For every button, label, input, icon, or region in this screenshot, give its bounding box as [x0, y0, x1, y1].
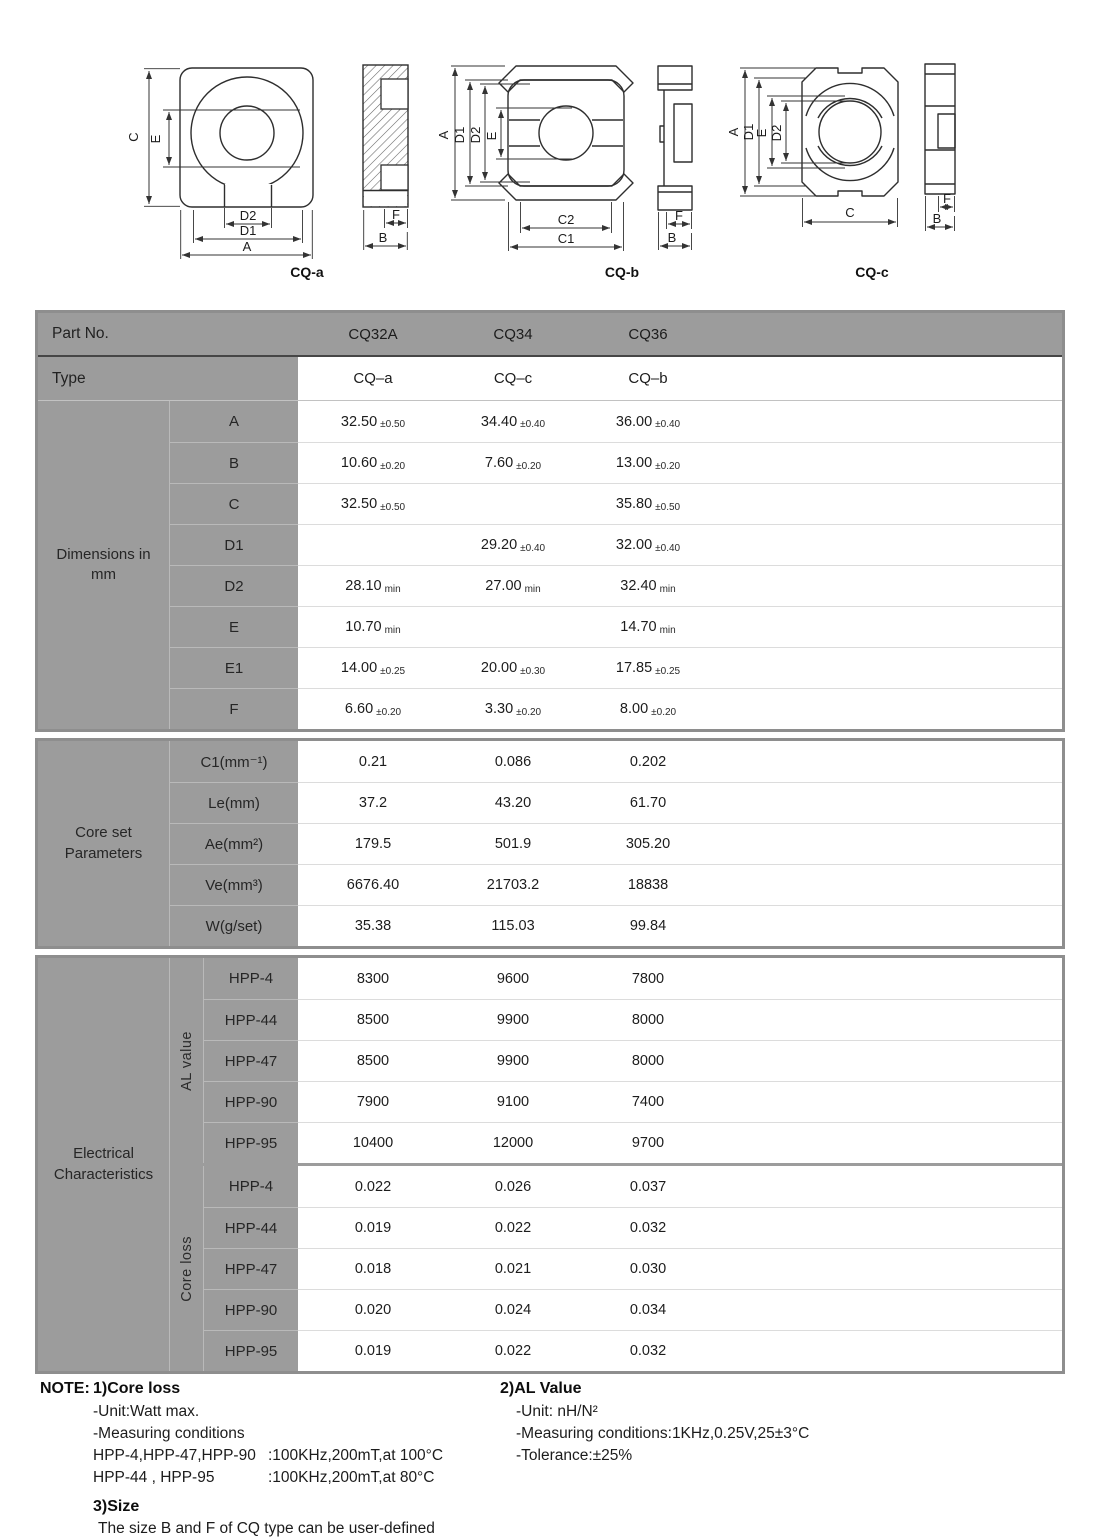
type-label: Type	[38, 357, 298, 400]
value-cell	[298, 524, 448, 565]
value-cell: 29.20 ±0.40	[448, 524, 578, 565]
value-cell: 0.019	[298, 1207, 448, 1248]
value-cell: 20.00 ±0.30	[448, 647, 578, 688]
value-cell: 18838	[578, 864, 718, 905]
note-condition-name: HPP-44 , HPP-95	[93, 1469, 215, 1486]
value-cell: 0.024	[448, 1289, 578, 1330]
core-loss-label: Core loss	[170, 1166, 203, 1371]
dim-label-d2: D2	[769, 124, 784, 142]
table-row	[170, 606, 1062, 647]
value-cell: 6.60 ±0.20	[298, 688, 448, 729]
value-cell: 0.030	[578, 1248, 718, 1289]
dimensions-table	[35, 310, 1065, 732]
table-row	[203, 1166, 1062, 1207]
dimensions-section	[38, 401, 1062, 729]
cq-b-side-view	[658, 66, 692, 250]
cq-a-side-view	[363, 65, 408, 250]
value-cell: 0.018	[298, 1248, 448, 1289]
dim-row-label: E1	[170, 647, 298, 688]
cq-c-side-view	[925, 64, 955, 231]
table-row	[170, 782, 1062, 823]
dim-label-d2: D2	[239, 208, 257, 223]
table-row	[203, 1207, 1062, 1248]
value-cell: 8500	[298, 999, 448, 1040]
core-row-label: Ve(mm³)	[170, 864, 298, 905]
dim-row-label: D2	[170, 565, 298, 606]
value-cell: 0.032	[578, 1207, 718, 1248]
type-value: CQ–a	[353, 370, 393, 387]
value-cell: 115.03	[448, 905, 578, 946]
note-line: -Measuring conditions:1KHz,0.25V,25±3°C	[516, 1425, 810, 1442]
value-cell: 99.84	[578, 905, 718, 946]
table-row	[203, 999, 1062, 1040]
value-cell: 0.034	[578, 1289, 718, 1330]
core-set-group-label: Core set Parameters	[38, 741, 170, 946]
dim-row-label: C	[170, 483, 298, 524]
dim-row-label: F	[170, 688, 298, 729]
type-row	[38, 357, 1062, 401]
material-label: HPP-47	[203, 1248, 298, 1289]
value-cell	[448, 483, 578, 524]
dim-label-c1: C1	[557, 231, 575, 246]
value-cell: 7900	[298, 1081, 448, 1122]
value-cell: 10400	[298, 1122, 448, 1163]
value-cell: 32.50 ±0.50	[298, 401, 448, 442]
dim-row-label: E	[170, 606, 298, 647]
value-cell: 9900	[448, 999, 578, 1040]
table-row	[203, 1330, 1062, 1371]
value-cell: 14.00 ±0.25	[298, 647, 448, 688]
value-cell: 12000	[448, 1122, 578, 1163]
dim-label-b: B	[667, 230, 677, 245]
table-row	[203, 1040, 1062, 1081]
value-cell: 0.032	[578, 1330, 718, 1371]
note-line: -Unit:Watt max.	[93, 1403, 200, 1420]
dim-label-d1: D1	[452, 126, 467, 144]
value-cell: 9900	[448, 1040, 578, 1081]
table-row	[203, 1289, 1062, 1330]
core-drawings-svg	[0, 0, 1100, 300]
note-line: -Tolerance:±25%	[516, 1447, 633, 1464]
part-no-row	[38, 313, 1062, 357]
note-label: NOTE:	[40, 1380, 90, 1397]
dim-label-b: B	[932, 211, 942, 226]
value-cell: 61.70	[578, 782, 718, 823]
part-no-label: Part No.	[52, 325, 109, 342]
table-row	[170, 401, 1062, 442]
value-cell: 8000	[578, 1040, 718, 1081]
caption-cq-b: CQ-b	[604, 264, 640, 280]
table-row	[170, 905, 1062, 946]
material-label: HPP-4	[203, 958, 298, 999]
value-cell: 8000	[578, 999, 718, 1040]
table-row	[170, 442, 1062, 483]
al-value-label: AL value	[170, 958, 203, 1163]
electrical-section	[38, 958, 1062, 1371]
dim-row-label: B	[170, 442, 298, 483]
dim-label-f: F	[392, 207, 400, 222]
dimensions-group-label: Dimensions in mm	[38, 401, 170, 729]
value-cell: 28.10 min	[298, 565, 448, 606]
cq-a-front-view	[126, 68, 313, 259]
part-number: CQ34	[493, 325, 533, 343]
value-cell: 43.20	[448, 782, 578, 823]
note-line: -Measuring conditions	[93, 1425, 245, 1442]
value-cell: 13.00 ±0.20	[578, 442, 718, 483]
note-size-title: 3)Size	[93, 1498, 140, 1515]
material-label: HPP-90	[203, 1289, 298, 1330]
value-cell: 7400	[578, 1081, 718, 1122]
value-cell: 8300	[298, 958, 448, 999]
table-row	[203, 1122, 1062, 1163]
value-cell	[448, 606, 578, 647]
note-condition-value: :100KHz,200mT,at 80°C	[268, 1469, 435, 1486]
value-cell: 7800	[578, 958, 718, 999]
value-cell: 3.30 ±0.20	[448, 688, 578, 729]
value-cell: 8.00 ±0.20	[578, 688, 718, 729]
note-core-loss-title: 1)Core loss	[93, 1380, 181, 1397]
electrical-characteristics-table	[35, 955, 1065, 1374]
cq-b-front-view	[436, 66, 633, 251]
value-cell: 0.022	[448, 1207, 578, 1248]
table-row	[170, 741, 1062, 782]
dim-label-e: E	[148, 134, 163, 144]
table-row	[170, 565, 1062, 606]
value-cell: 27.00 min	[448, 565, 578, 606]
core-row-label: Ae(mm²)	[170, 823, 298, 864]
dim-label-a: A	[436, 130, 451, 140]
core-row-label: Le(mm)	[170, 782, 298, 823]
table-row	[203, 1081, 1062, 1122]
dim-label-d1: D1	[741, 123, 756, 141]
material-label: HPP-95	[203, 1330, 298, 1371]
dim-label-c: C	[126, 132, 141, 142]
value-cell: 0.202	[578, 741, 718, 782]
value-cell: 305.20	[578, 823, 718, 864]
type-value: CQ–c	[493, 370, 533, 387]
material-label: HPP-90	[203, 1081, 298, 1122]
note-condition-name: HPP-4,HPP-47,HPP-90	[93, 1447, 256, 1464]
material-label: HPP-47	[203, 1040, 298, 1081]
dim-row-label: D1	[170, 524, 298, 565]
value-cell: 10.60 ±0.20	[298, 442, 448, 483]
dim-label-c2: C2	[557, 212, 575, 227]
value-cell: 0.022	[448, 1330, 578, 1371]
caption-cq-a: CQ-a	[290, 264, 324, 280]
al-value-subsection	[170, 958, 1062, 1163]
value-cell: 0.026	[448, 1166, 578, 1207]
dim-label-a: A	[242, 239, 252, 254]
value-cell: 9700	[578, 1122, 718, 1163]
dim-label-e: E	[484, 131, 499, 141]
notes-section	[0, 1376, 1100, 1538]
value-cell: 0.020	[298, 1289, 448, 1330]
value-cell: 32.40 min	[578, 565, 718, 606]
value-cell: 14.70 min	[578, 606, 718, 647]
value-cell: 501.9	[448, 823, 578, 864]
dim-label-f: F	[943, 191, 951, 206]
note-al-value-title: 2)AL Value	[500, 1380, 582, 1397]
part-number: CQ32A	[348, 325, 398, 343]
material-label: HPP-44	[203, 999, 298, 1040]
value-cell: 17.85 ±0.25	[578, 647, 718, 688]
dim-label-e: E	[754, 128, 769, 138]
value-cell: 7.60 ±0.20	[448, 442, 578, 483]
table-row	[170, 647, 1062, 688]
table-row	[170, 823, 1062, 864]
value-cell: 35.38	[298, 905, 448, 946]
value-cell: 9600	[448, 958, 578, 999]
value-cell: 179.5	[298, 823, 448, 864]
value-cell: 0.022	[298, 1166, 448, 1207]
value-cell: 35.80 ±0.50	[578, 483, 718, 524]
dim-label-f: F	[675, 208, 683, 223]
value-cell: 8500	[298, 1040, 448, 1081]
core-loss-subsection	[170, 1163, 1062, 1371]
core-set-section	[38, 741, 1062, 946]
dim-label-b: B	[378, 230, 388, 245]
value-cell: 10.70 min	[298, 606, 448, 647]
caption-cq-c: CQ-c	[855, 264, 889, 280]
dim-label-d2: D2	[468, 126, 483, 144]
core-row-label: C1(mm⁻¹)	[170, 741, 298, 782]
value-cell: 0.086	[448, 741, 578, 782]
dim-label-c: C	[845, 205, 855, 220]
cq-c-front-view	[726, 68, 898, 227]
core-row-label: W(g/set)	[170, 905, 298, 946]
note-line: -Unit: nH/N²	[516, 1403, 598, 1420]
table-row	[203, 1248, 1062, 1289]
material-label: HPP-44	[203, 1207, 298, 1248]
value-cell: 36.00 ±0.40	[578, 401, 718, 442]
note-condition-value: :100KHz,200mT,at 100°C	[268, 1447, 444, 1464]
value-cell: 32.00 ±0.40	[578, 524, 718, 565]
value-cell: 37.2	[298, 782, 448, 823]
material-label: HPP-95	[203, 1122, 298, 1163]
value-cell: 21703.2	[448, 864, 578, 905]
core-drawings	[0, 0, 1100, 300]
value-cell: 6676.40	[298, 864, 448, 905]
material-label: HPP-4	[203, 1166, 298, 1207]
part-number: CQ36	[628, 325, 668, 343]
core-set-parameters-table	[35, 738, 1065, 949]
dim-label-d1: D1	[239, 223, 257, 238]
dim-label-a: A	[726, 127, 741, 137]
table-row	[170, 483, 1062, 524]
value-cell: 0.021	[448, 1248, 578, 1289]
value-cell: 32.50 ±0.50	[298, 483, 448, 524]
electrical-group-label: Electrical Characteristics	[38, 958, 170, 1371]
note-line: The size B and F of CQ type can be user-defined	[98, 1520, 435, 1537]
value-cell: 0.037	[578, 1166, 718, 1207]
value-cell: 9100	[448, 1081, 578, 1122]
type-value: CQ–b	[628, 370, 668, 387]
table-row	[203, 958, 1062, 999]
table-row	[170, 864, 1062, 905]
value-cell: 34.40 ±0.40	[448, 401, 578, 442]
value-cell: 0.019	[298, 1330, 448, 1371]
table-row	[170, 524, 1062, 565]
table-row	[170, 688, 1062, 729]
value-cell: 0.21	[298, 741, 448, 782]
dim-row-label: A	[170, 401, 298, 442]
